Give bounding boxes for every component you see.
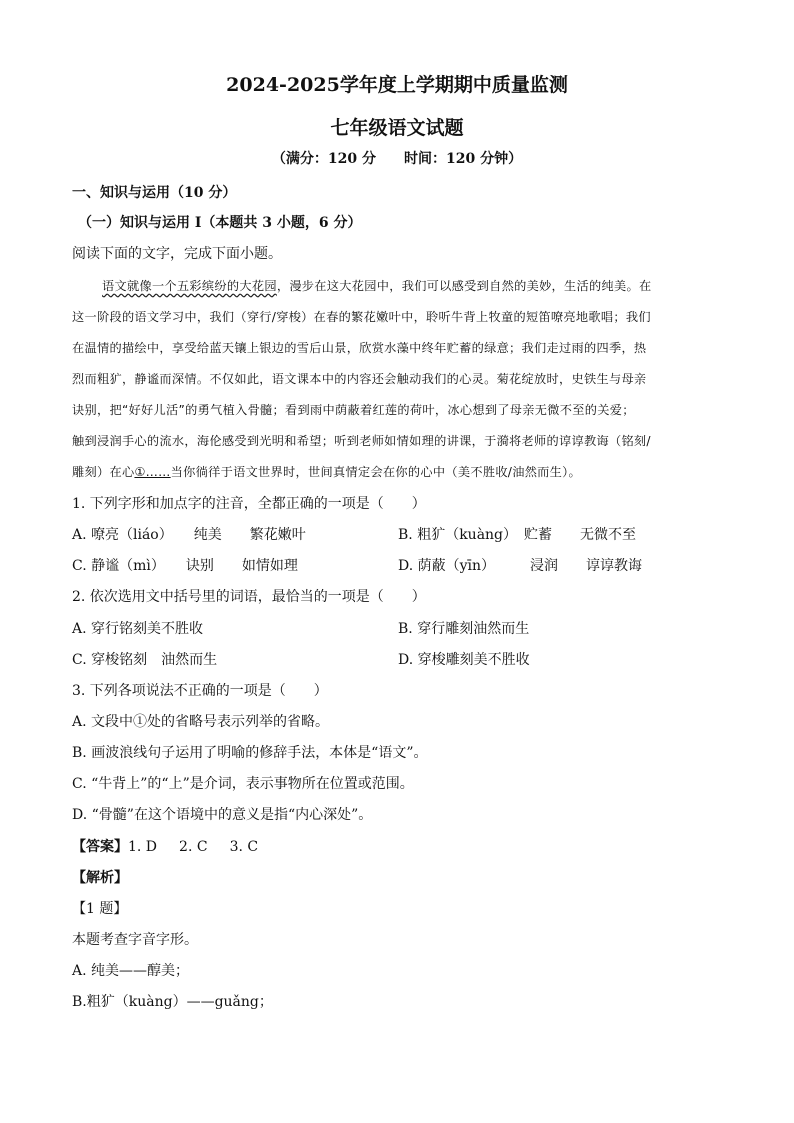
ellipsis-mark: ①…… bbox=[134, 465, 171, 479]
question-1-option-c: C. 静谧（mì） 诀别 如情如理 bbox=[72, 558, 298, 574]
answer-1: 1. D bbox=[128, 839, 158, 855]
question-2-option-a: A. 穿行铭刻美不胜收 bbox=[72, 621, 204, 637]
question-2-option-b: B. 穿行雕刻油然而生 bbox=[398, 621, 530, 637]
passage-line-1 bbox=[102, 276, 651, 296]
question-3-option-c: C. “牛背上”的“上”是介词，表示事物所在位置或范围。 bbox=[72, 776, 414, 792]
question-1-stem: 1. 下列字形和加点字的注音，全都正确的一项是（ ） bbox=[72, 496, 426, 512]
passage-text: 当你徜徉于语文世界时，世间真情定会在你的心中（美不胜收/油然而生）。 bbox=[170, 465, 582, 479]
passage-line-4: 烈而粗犷，静谧而深情。不仅如此，语文课本中的内容还会触动我们的心灵。菊花绽放时，史铁生与母亲 bbox=[72, 372, 647, 386]
answer-label: 【答案】 bbox=[72, 839, 128, 855]
passage-line-3: 在温情的描绘中，享受给蓝天镶上银边的雪后山景，欣赏水藻中终年贮蓄的绿意；我们走过雨的四季，热 bbox=[72, 341, 647, 355]
passage-line-5: 诀别，把“好好儿活”的勇气植入骨髓；看到雨中荫蔽着红莲的荷叶，冰心想到了母亲无微不至的关爱； bbox=[72, 403, 635, 417]
subsection-heading: （一）知识与运用 Ⅰ（本题共 3 小题，6 分） bbox=[78, 215, 362, 231]
passage-line-6: 触到浸润手心的流水，海伦感受到光明和希望；听到老师如情如理的讲课，于漪将老师的谆谆教诲（铭刻/ bbox=[72, 434, 651, 448]
question-1-option-a: A. 嘹亮（liáo） 纯美 繁花嫩叶 bbox=[72, 527, 306, 543]
question-2-option-c: C. 穿梭铭刻 油然而生 bbox=[72, 652, 218, 668]
answer-3: 3. C bbox=[229, 839, 259, 855]
passage-line-2: 这一阶段的语文学习中，我们（穿行/穿梭）在春的繁花嫩叶中，聆听牛背上牧童的短笛嘹亮地歌唱；我们 bbox=[72, 310, 651, 324]
analysis-question-1-tag: 【1 题】 bbox=[72, 901, 128, 917]
reading-instruction: 阅读下面的文字，完成下面小题。 bbox=[72, 246, 282, 262]
wavy-underlined-sentence: 语文就像一个五彩缤纷的大花园 bbox=[102, 279, 277, 293]
exam-info: （满分：120 分 时间：120 分钟） bbox=[271, 151, 523, 167]
passage-text: 雕刻）在心 bbox=[72, 465, 135, 479]
exam-title: 2024-2025学年度上学期期中质量监测 bbox=[226, 74, 568, 96]
question-2-stem: 2. 依次选用文中括号里的词语，最恰当的一项是（ ） bbox=[72, 589, 426, 605]
question-3-option-d: D. “骨髓”在这个语境中的意义是指“内心深处”。 bbox=[72, 807, 373, 823]
answer-line bbox=[72, 837, 258, 857]
analysis-label: 【解析】 bbox=[72, 870, 128, 886]
question-3-option-a: A. 文段中①处的省略号表示列举的省略。 bbox=[72, 714, 330, 730]
passage-line-7 bbox=[72, 462, 581, 482]
question-3-stem: 3. 下列各项说法不正确的一项是（ ） bbox=[72, 683, 328, 699]
question-2-option-d: D. 穿梭雕刻美不胜收 bbox=[398, 652, 530, 668]
answer-2: 2. C bbox=[179, 839, 208, 855]
analysis-fix-b: B.粗犷（kuàng）——guǎng； bbox=[72, 994, 273, 1010]
question-3-option-b: B. 画波浪线句子运用了明喻的修辞手法，本体是“语文”。 bbox=[72, 745, 428, 761]
analysis-fix-a: A. 纯美——醇美； bbox=[72, 963, 190, 979]
section-heading: 一、知识与运用（10 分） bbox=[72, 185, 237, 201]
exam-subtitle: 七年级语文试题 bbox=[330, 117, 464, 139]
analysis-text: 本题考查字音字形。 bbox=[72, 932, 198, 948]
question-1-option-b: B. 粗犷（kuàng） 贮蓄 无微不至 bbox=[398, 527, 637, 543]
passage-text: ，漫步在这大花园中，我们可以感受到自然的美妙，生活的纯美。在 bbox=[276, 279, 652, 293]
question-1-option-d: D. 荫蔽（yīn） 浸润 谆谆教诲 bbox=[398, 558, 643, 574]
